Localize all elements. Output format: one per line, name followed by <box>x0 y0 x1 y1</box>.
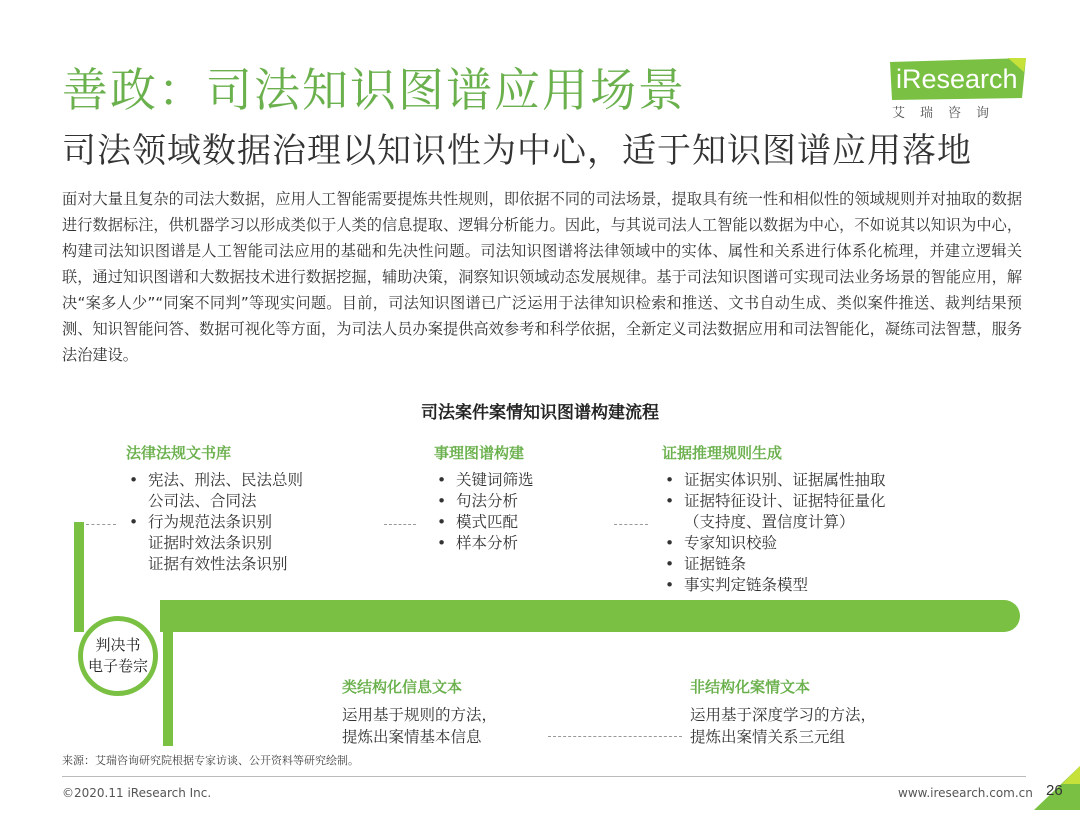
list-item: • 句法分析 <box>434 491 534 512</box>
list-item: • 关键词筛选 <box>434 470 534 491</box>
bottom-text-line: 运用基于深度学习的方法， <box>690 706 877 724</box>
section-title-event-graph: 事理图谱构建 <box>434 444 525 462</box>
list-item: 公司法、合同法 <box>148 492 257 510</box>
section-title-evidence-rules: 证据推理规则生成 <box>662 444 783 462</box>
list-item: • 事实判定链条模型 <box>662 575 886 596</box>
page-number-badge <box>1034 766 1080 810</box>
list-item: • 专家知识校验 <box>662 533 886 554</box>
copyright: ©2020.11 iResearch Inc. <box>62 786 212 800</box>
list-item: 证据有效性法条识别 <box>148 555 288 573</box>
section-list-evidence-rules <box>662 470 886 596</box>
dashed-connector <box>614 524 648 525</box>
flow-vertical-bar-left <box>74 522 84 632</box>
section-list-legal-library <box>126 470 303 575</box>
list-item: • 行为规范法条识别 <box>126 512 303 533</box>
bottom-text-line: 提炼出案情关系三元组 <box>690 728 846 746</box>
source-note: 来源：艾瑞咨询研究院根据专家访谈、公开资料等研究绘制。 <box>62 754 359 767</box>
page-number: 26 <box>1046 782 1063 799</box>
page-title: 善政：司法知识图谱应用场景 <box>62 63 686 117</box>
flow-vertical-bar-down <box>163 632 173 746</box>
dashed-connector <box>548 736 682 737</box>
list-item: • 证据实体识别、证据属性抽取 <box>662 470 886 491</box>
list-item: • 证据特征设计、证据特征量化 <box>662 491 886 512</box>
section-list-event-graph <box>434 470 534 554</box>
footer-divider <box>62 776 1026 777</box>
logo-brand: iResearch <box>896 64 1018 94</box>
section-title-legal-library: 法律法规文书库 <box>126 444 232 462</box>
list-item: • 模式匹配 <box>434 512 534 533</box>
intro-paragraph: 面对大量且复杂的司法大数据，应用人工智能需要提炼共性规则，即依据不同的司法场景，提取具有统一性和相似性的领域规则并对抽取的数据进行数据标注，供机器学习以形成类似于人类的信息提取、逻辑分析能力。因此，与其说司法人工智能以数据为中心，不如说其以知识为中心，构建司法知识图谱是人工智能司法应用的基础和先决性问题。司法知识图谱将法律领域中的实体、属性和关系进行体系化梳理，并建立逻辑关联，通过知识图谱和大数据技术进行数据挖掘，辅助决策，洞察知识领域动态发展规律。基于司法知识图谱可实现司法业务场景的智能应用，解决“案多人少”“同案不同判”等现实问题。目前，司法知识图谱已广泛运用于法律知识检索和推送、文书自动生成、类似案件推送、裁判结果预测、知识智能问答、数据可视化等方面，为司法人员办案提供高效参考和科学依据，全新定义司法数据应用和司法智能化，凝练司法智慧，服务法治建设。 <box>62 190 1022 364</box>
logo-subtext: 艾瑞咨询 <box>892 106 1005 121</box>
bottom-text-line: 提炼出案情基本信息 <box>342 728 482 746</box>
list-item: 证据时效法条识别 <box>148 534 273 552</box>
flow-title: 司法案件案情知识图谱构建流程 <box>421 403 659 423</box>
list-item: （支持度、置信度计算） <box>684 513 855 531</box>
iresearch-logo <box>890 58 1030 122</box>
list-item: • 宪法、刑法、民法总则 <box>126 470 303 491</box>
page-subtitle: 司法领域数据治理以知识性为中心，适于知识图谱应用落地 <box>62 131 972 171</box>
website-link[interactable]: www.iresearch.com.cn <box>898 786 1033 800</box>
bottom-title-unstructured: 非结构化案情文本 <box>690 678 811 696</box>
bottom-text-line: 运用基于规则的方法， <box>342 706 498 724</box>
origin-circle <box>78 616 158 696</box>
list-item: • 样本分析 <box>434 533 534 554</box>
list-item: • 证据链条 <box>662 554 886 575</box>
origin-label-line1: 判决书 <box>95 636 141 654</box>
dashed-connector <box>384 524 416 525</box>
flow-horizontal-bar <box>160 600 1020 632</box>
bottom-title-semi-structured: 类结构化信息文本 <box>342 678 463 696</box>
dashed-connector <box>86 524 116 525</box>
origin-label-line2: 电子卷宗 <box>87 657 148 675</box>
